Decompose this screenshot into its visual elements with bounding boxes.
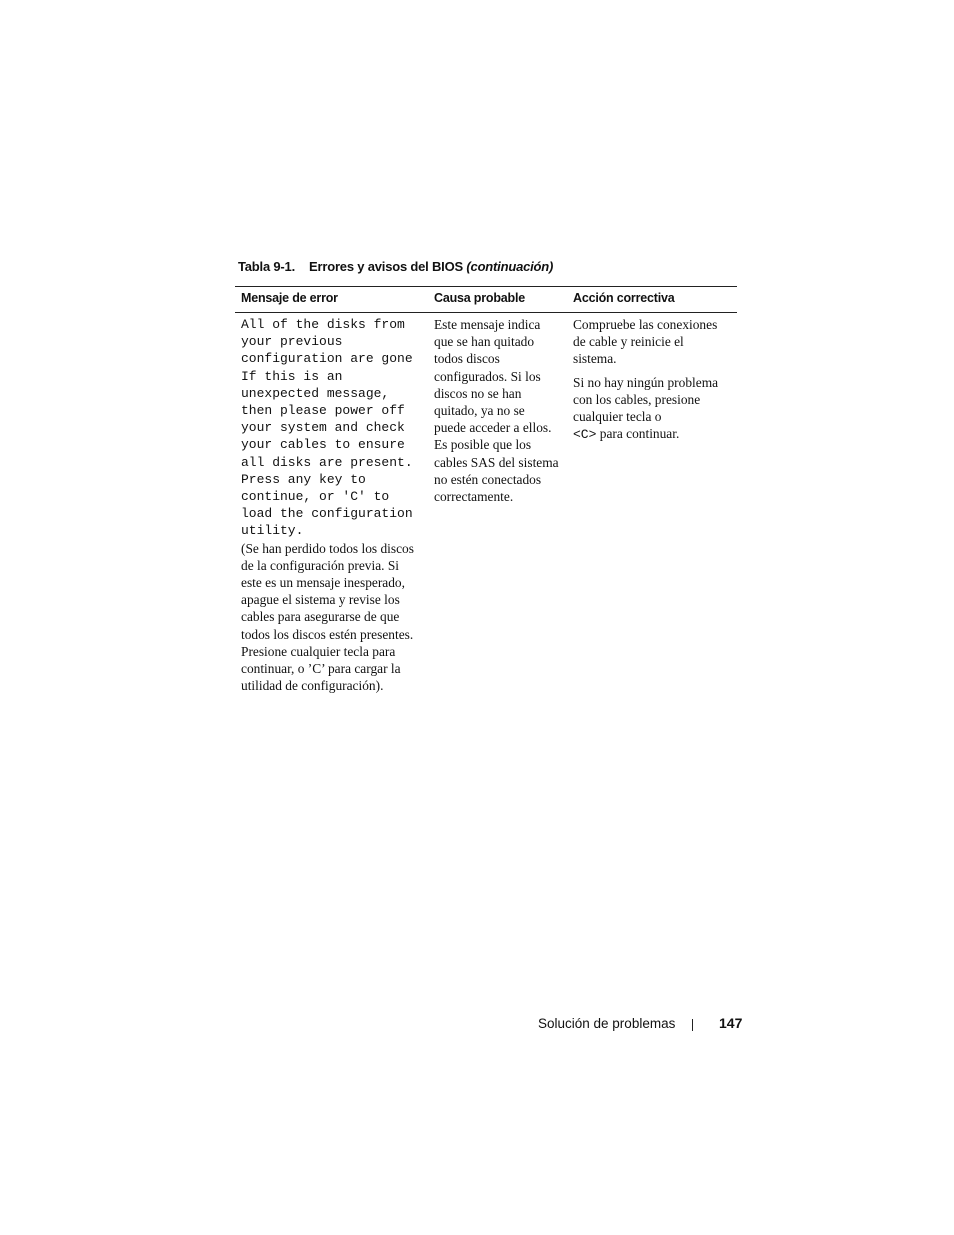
table-header-row xyxy=(235,287,737,312)
error-message-translation: (Se han perdido todos los discos de la configuración previa. Si este es un mensaje inesperado, apague el sistema y revise los cables para asegurarse de que todos los discos estén presentes. Presione cualquier tecla para continuar, o ’C’ para cargar la utilidad de configuración). xyxy=(241,540,414,694)
table-continuation: (continuación) xyxy=(466,259,554,274)
table-number: Tabla 9-1. xyxy=(238,259,296,274)
bios-errors-table xyxy=(235,286,737,733)
error-message-code: All of the disks from your previous configuration are gone If this is an unexpected message, then please power off your system and check your cables to ensure all disks are present. Press any key to continue, or 'C' to load the configuration utility. xyxy=(241,317,413,539)
table-title: Errores y avisos del BIOS xyxy=(309,259,463,274)
footer-section-title: Solución de problemas xyxy=(538,1016,676,1031)
table-caption xyxy=(238,259,553,274)
cell-probable-cause xyxy=(434,316,570,505)
table-row xyxy=(235,313,737,733)
header-corrective-action: Acción correctiva xyxy=(573,291,675,305)
footer-separator xyxy=(692,1019,693,1031)
key-c: <C> xyxy=(573,427,597,443)
page-number: 147 xyxy=(719,1015,743,1031)
corrective-action-2-text: Si no hay ningún problema con los cables, presione cualquier tecla o xyxy=(573,374,719,425)
header-error-message: Mensaje de error xyxy=(241,291,338,305)
header-probable-cause: Causa probable xyxy=(434,291,525,305)
corrective-action-2 xyxy=(573,374,737,444)
corrective-action-2-end: para continuar. xyxy=(596,426,680,442)
cell-corrective-action xyxy=(573,316,737,443)
corrective-action-1: Compruebe las conexiones de cable y reinicie el sistema. xyxy=(573,317,718,367)
probable-cause-text: Este mensaje indica que se han quitado todos discos configurados. Si los discos no se han quitado, ya no se puede acceder a ellos. Es posible que los cables SAS del sistema no estén conectados correctamente. xyxy=(434,317,559,505)
cell-error-message xyxy=(241,316,431,694)
